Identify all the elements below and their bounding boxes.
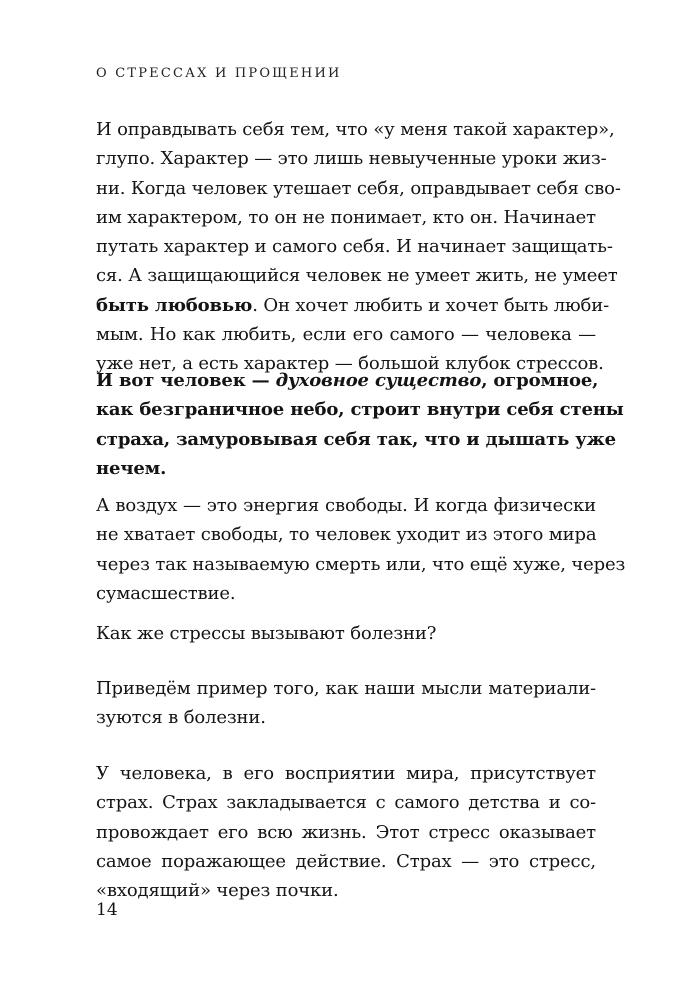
paragraph (96, 115, 621, 379)
text-line: зуются в болезни. (96, 707, 266, 729)
text-line: «входящий» через почки. (96, 880, 339, 902)
text-line: провождает его всю жизнь. Этот стресс оказывает (96, 821, 596, 843)
text-line: как безграничное небо, строит внутри себя стены (96, 399, 624, 421)
paragraph (96, 759, 596, 905)
text-line: не хватает свободы, то человек уходит из этого мира (96, 524, 597, 546)
text-line: глупо. Характер — это лишь невыученные уроки жиз- (96, 148, 607, 170)
text-line: ся. А защищающийся человек не умеет жить, не умеет (96, 265, 618, 287)
text-line (96, 366, 599, 395)
text-line: им характером, то он не понимает, кто он. Начинает (96, 206, 596, 228)
emphasis-bold: быть любовью (96, 294, 253, 316)
text-fragment: И вот человек — (96, 370, 276, 391)
text-line (96, 291, 609, 320)
text-line: ни. Когда человек утешает себя, оправдывает себя сво- (96, 177, 621, 199)
text-line: страха, замуровывая себя так, что и дышать уже (96, 428, 616, 450)
text-line: У человека, в его восприятии мира, присутствует (96, 763, 596, 784)
text-line: нечем. (96, 457, 167, 479)
text-line: уже нет, а есть характер — большой клубок стрессов. (96, 353, 604, 375)
text-line: мым. Но как любить, если его самого — человека — (96, 324, 596, 346)
text-line: А воздух — это энергия свободы. И когда физически (96, 495, 596, 516)
text-line: сумасшествие. (96, 582, 236, 604)
text-line: через так называемую смерть или, что ещё хуже, через (96, 553, 626, 575)
text-fragment: . Он хочет любить и хочет быть люби- (252, 294, 609, 316)
text-line: И оправдывать себя тем, что «у меня такой характер», (96, 119, 615, 140)
text-fragment: , огромное, (481, 370, 599, 391)
running-head: О СТРЕССАХ И ПРОЩЕНИИ (96, 66, 342, 81)
text-line: самое поражающее действие. Страх — это стресс, (96, 850, 596, 872)
page-number: 14 (96, 900, 118, 920)
paragraph (96, 491, 626, 608)
text-line: Приведём пример того, как наши мысли материали- (96, 678, 596, 699)
paragraph (96, 619, 596, 648)
emphasis-italic: духовное существо (275, 370, 482, 391)
text-line: Как же стрессы вызывают болезни? (96, 623, 437, 644)
paragraph (96, 674, 596, 733)
text-line: путать характер и самого себя. И начинает защищать- (96, 236, 613, 258)
bold-paragraph (96, 366, 624, 483)
text-line: страх. Страх закладывается с самого детства и со- (96, 792, 596, 814)
